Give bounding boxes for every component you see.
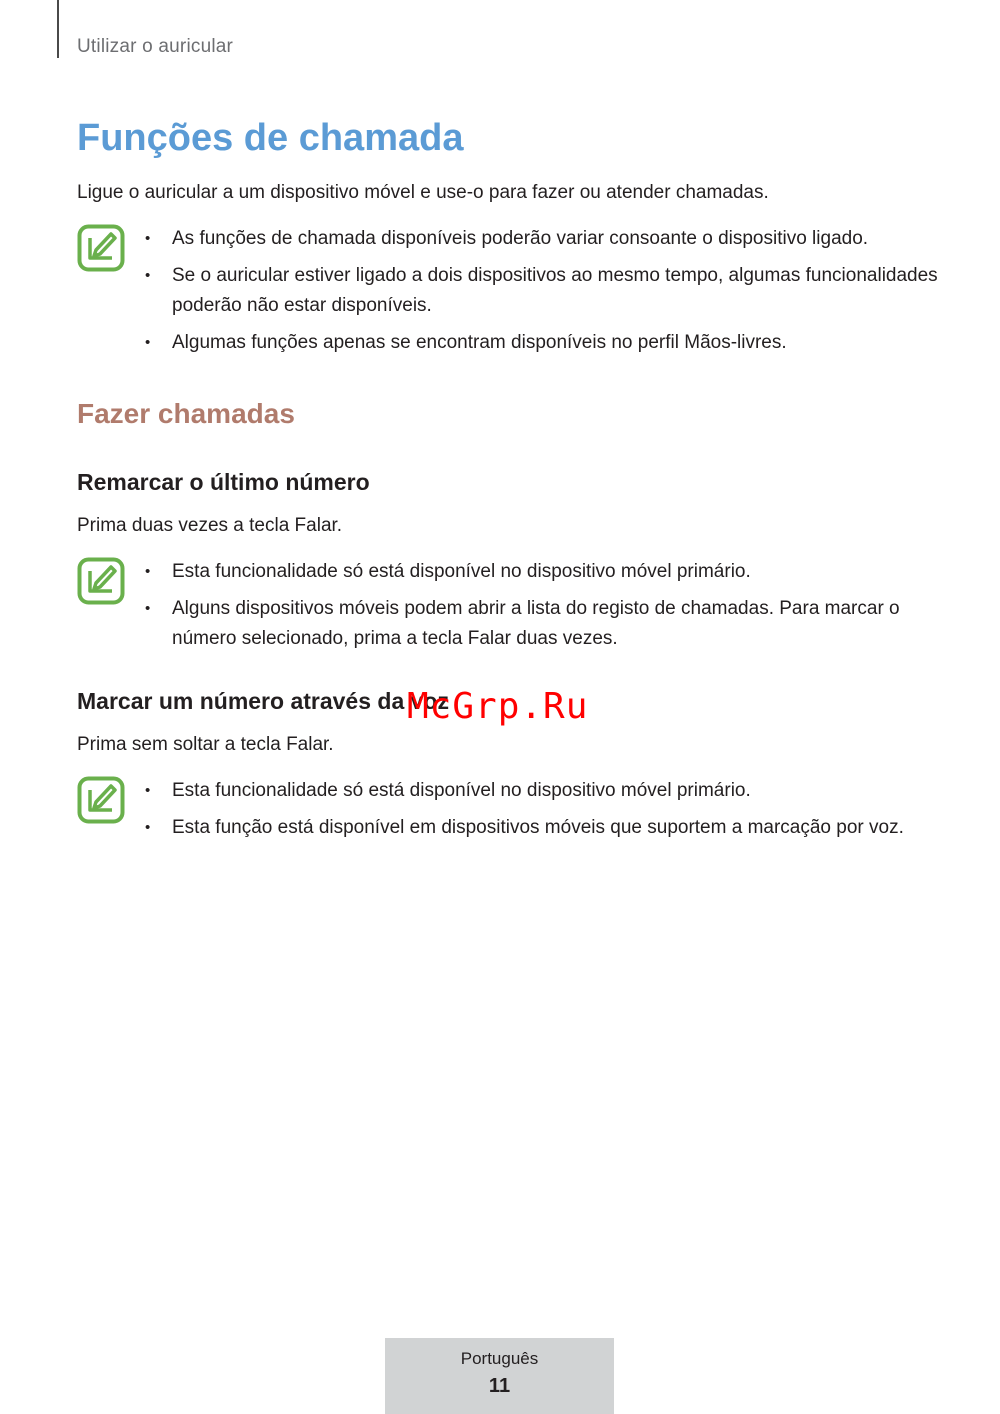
bullet: • xyxy=(145,230,151,247)
bullet: • xyxy=(145,600,151,617)
voice-dial-heading: Marcar um número através da voz xyxy=(77,688,449,714)
note-list-voice-dial xyxy=(145,776,940,850)
note-list-general xyxy=(145,224,940,365)
section-label: Utilizar o auricular xyxy=(77,36,234,57)
redial-body: Prima duas vezes a tecla Falar. xyxy=(77,515,343,536)
list-item: • Esta funcionalidade só está disponível no dispositivo móvel primário. xyxy=(145,776,940,806)
list-item: • Esta função está disponível em dispositivos móveis que suportem a marcação por voz. xyxy=(145,813,940,843)
list-item: • As funções de chamada disponíveis poderão variar consoante o dispositivo ligado. xyxy=(145,224,940,254)
bullet: • xyxy=(145,819,151,836)
bullet: • xyxy=(145,563,151,580)
redial-heading: Remarcar o último número xyxy=(77,469,370,495)
footer-language: Português xyxy=(460,1349,539,1368)
list-item: • Esta funcionalidade só está disponível no dispositivo móvel primário. xyxy=(145,557,940,587)
voice-dial-body: Prima sem soltar a tecla Falar. xyxy=(77,734,334,755)
note-icon xyxy=(77,557,125,605)
list-item: • Alguns dispositivos móveis podem abrir a lista do registo de chamadas. Para marcar o número selecionado, prima a tecla Falar duas vezes. xyxy=(145,594,940,654)
page-number: 11 xyxy=(488,1375,511,1397)
note-icon xyxy=(77,776,125,824)
footer xyxy=(385,1338,614,1414)
bullet: • xyxy=(145,267,151,284)
list-item: • Se o auricular estiver ligado a dois dispositivos ao mesmo tempo, algumas funcionalidades poderão não estar disponíveis. xyxy=(145,261,940,321)
list-item: • Algumas funções apenas se encontram disponíveis no perfil Mãos-livres. xyxy=(145,328,940,358)
intro-text: Ligue o auricular a um dispositivo móvel e use-o para fazer ou atender chamadas. xyxy=(77,182,769,203)
header-rule xyxy=(57,0,59,58)
watermark: McGrp.Ru xyxy=(407,686,589,727)
bullet: • xyxy=(145,782,151,799)
page-title: Funções de chamada xyxy=(77,117,464,159)
note-list-redial xyxy=(145,557,940,661)
bullet: • xyxy=(145,334,151,351)
section-heading: Fazer chamadas xyxy=(77,398,295,429)
note-icon xyxy=(77,224,125,272)
